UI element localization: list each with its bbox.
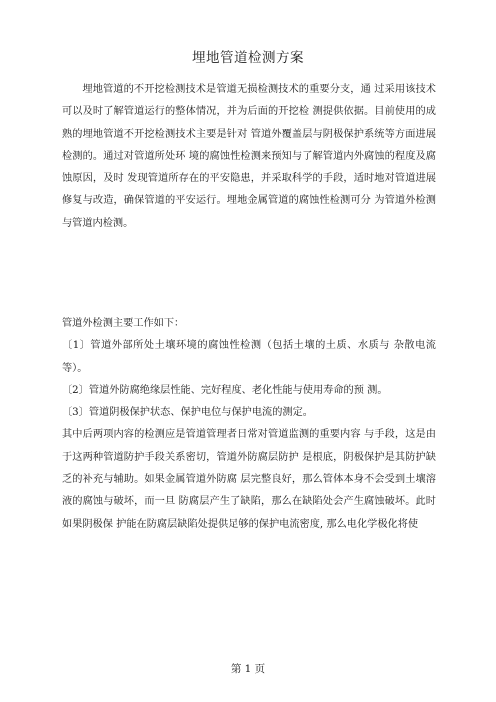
external-inspection-section — [62, 313, 436, 536]
section-intro: 管道外检测主要工作如下： — [62, 318, 185, 329]
list-item-1: 〔1〕管道外部所处土壤环境的腐蚀性检测（包括土壤的土质、水质与 杂散电流等）。 — [62, 340, 436, 374]
body-paragraph-2: 其中后两项内容的检测应是管道管理者日常对管道监测的重要内容 与手段，这是由于这两种管道防护手段关系密切，管道外防腐层防护 是根底，阴极保护是其防护缺乏的补充与辅助。如果金属管道外防腐 层完整良好，那么管体本身不会受到土壤溶液的腐蚀与破坏，而一旦 防腐层产生了缺陷，那么在缺陷处会产生腐蚀破坏。此时如果阴极保 护能在防腐层缺陷处提供足够的保护电流密度, 那么电化学极化将使 — [62, 429, 436, 530]
document-title: 埋地管道检测方案 — [192, 50, 304, 66]
list-item-2: 〔2〕管道外防腐绝缘层性能、完好程度、老化性能与使用寿命的预 测。 — [62, 384, 388, 396]
page-number: 第 1 页 — [230, 663, 266, 675]
list-item-3: 〔3〕管道阴极保护状态、保护电位与保护电流的测定。 — [62, 407, 313, 419]
intro-paragraph: 埋地管道的不开挖检测技术是管道无损检测技术的重要分支，通 过采用该技术可以及时了解管道运行的整体情况，并为后面的开挖检 测提供依据。目前使用的成熟的埋地管道不开挖检测技术主要是针对 管道外覆盖层与阴极保护系统等方面进展检测的。通过对管道所处环 境的腐蚀性检测来预知与了解管道内外腐蚀的程度及腐蚀原因，及时 发现管道所存在的平安隐患，并采取科学的手段，适时地对管道进展 修复与改造，确保管道的平安运行。埋地金属管道的腐蚀性检测可分 为管道外检测与管道内检测。 — [62, 84, 436, 229]
